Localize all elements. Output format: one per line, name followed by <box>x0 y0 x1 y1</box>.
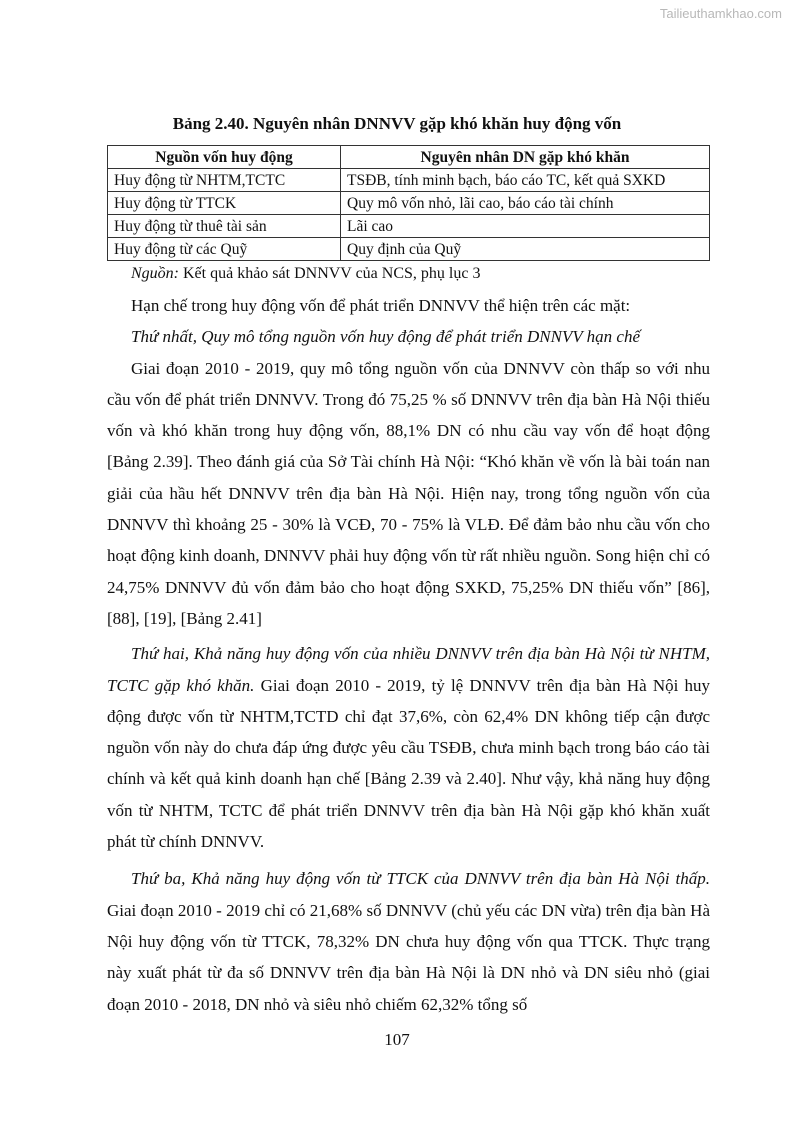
table-cell: Huy động từ các Quỹ <box>108 238 341 261</box>
paragraph-second-point <box>107 638 710 857</box>
table-cell: Quy định của Quỹ <box>341 238 710 261</box>
third-point-text: Giai đoạn 2010 - 2019 chỉ có 21,68% số DNNVV (chủ yếu các DN vừa) trên địa bàn Hà Nội huy động vốn từ TTCK, 78,32% DN chưa huy động vốn qua TTCK. Thực trạng này xuất phát từ đa số DNNVV trên địa bàn Hà Nội là DN nhỏ và DN siêu nhỏ (giai đoạn 2010 - 2018, DN nhỏ và siêu nhỏ chiếm 62,32% tổng số <box>107 900 710 1014</box>
table-cell: TSĐB, tính minh bạch, báo cáo TC, kết quả SXKD <box>341 169 710 192</box>
table-row <box>108 192 710 215</box>
reasons-table <box>107 145 710 261</box>
table-cell: Huy động từ NHTM,TCTC <box>108 169 341 192</box>
page-number: 107 <box>384 1030 410 1049</box>
table-row <box>108 238 710 261</box>
source-text: Kết quả khảo sát DNNVV của NCS, phụ lục 3 <box>179 265 481 282</box>
third-point-heading: Thứ ba, Khả năng huy động vốn từ TTCK của DNNVV trên địa bàn Hà Nội thấp. <box>131 869 710 889</box>
paragraph-intro: Hạn chế trong huy động vốn để phát triển DNNVV thể hiện trên các mặt: <box>131 296 631 315</box>
table-cell: Huy động từ TTCK <box>108 192 341 215</box>
table-cell: Huy động từ thuê tài sản <box>108 215 341 238</box>
table-header-row <box>108 146 710 169</box>
table-row <box>108 169 710 192</box>
table-source <box>131 265 480 283</box>
table-row <box>108 215 710 238</box>
watermark: Tailieuthamkhao.com <box>659 6 782 21</box>
table-cell: Lãi cao <box>341 215 710 238</box>
paragraph-first-point: Thứ nhất, Quy mô tổng nguồn vốn huy động để phát triển DNNVV hạn chế <box>131 327 640 347</box>
body-text <box>107 290 710 1020</box>
source-label: Nguồn: <box>131 265 179 282</box>
header-cell-reason: Nguyên nhân DN gặp khó khăn <box>341 146 710 169</box>
table-cell: Quy mô vốn nhỏ, lãi cao, báo cáo tài chính <box>341 192 710 215</box>
second-point-heading: Thứ hai, Khả năng huy động vốn của nhiều DNNVV trên địa bàn Hà Nội từ NHTM, TCTC gặp khó khăn. <box>107 644 710 695</box>
paragraph-third-point <box>107 863 710 1019</box>
header-cell-source: Nguồn vốn huy động <box>108 146 341 169</box>
table-title: Bảng 2.40. Nguyên nhân DNNVV gặp khó khăn huy động vốn <box>172 114 622 133</box>
second-point-text: Giai đoạn 2010 - 2019, tỷ lệ DNNVV trên địa bàn Hà Nội huy động được vốn từ NHTM,TCTD chỉ đạt 37,6%, còn 62,4% DN không tiếp cận được nguồn vốn này do chưa đáp ứng được yêu cầu TSĐB, chưa minh bạch trong báo cáo tài chính và kết quả kinh doanh hạn chế [Bảng 2.39 và 2.40]. Như vậy, khả năng huy động vốn từ NHTM, TCTC để phát triển DNNVV trên địa bàn Hà Nội gặp khó khăn xuất phát từ chính DNNVV. <box>107 675 710 852</box>
paragraph-scale: Giai đoạn 2010 - 2019, quy mô tổng nguồn vốn của DNNVV còn thấp so với nhu cầu vốn để phát triển DNNVV. Trong đó 75,25 % số DNNVV trên địa bàn Hà Nội thiếu vốn và khó khăn trong huy động vốn, 88,1% DN có nhu cầu vay vốn để hoạt động [Bảng 2.39]. Theo đánh giá của Sở Tài chính Hà Nội: “Khó khăn về vốn là bài toán nan giải của hầu hết DNNVV trên địa bàn Hà Nội. Hiện nay, trong tổng nguồn vốn của DNNVV thì khoảng 25 - 30% là VCĐ, 70 - 75% là VLĐ. Để đảm bảo nhu cầu vốn cho hoạt động kinh doanh, DNNVV phải huy động vốn từ rất nhiều nguồn. Song hiện chỉ có 24,75% DNNVV đủ vốn đảm bảo cho hoạt động SXKD, 75,25% DN thiếu vốn” [86], [88], [19], [Bảng 2.41] <box>107 358 710 628</box>
